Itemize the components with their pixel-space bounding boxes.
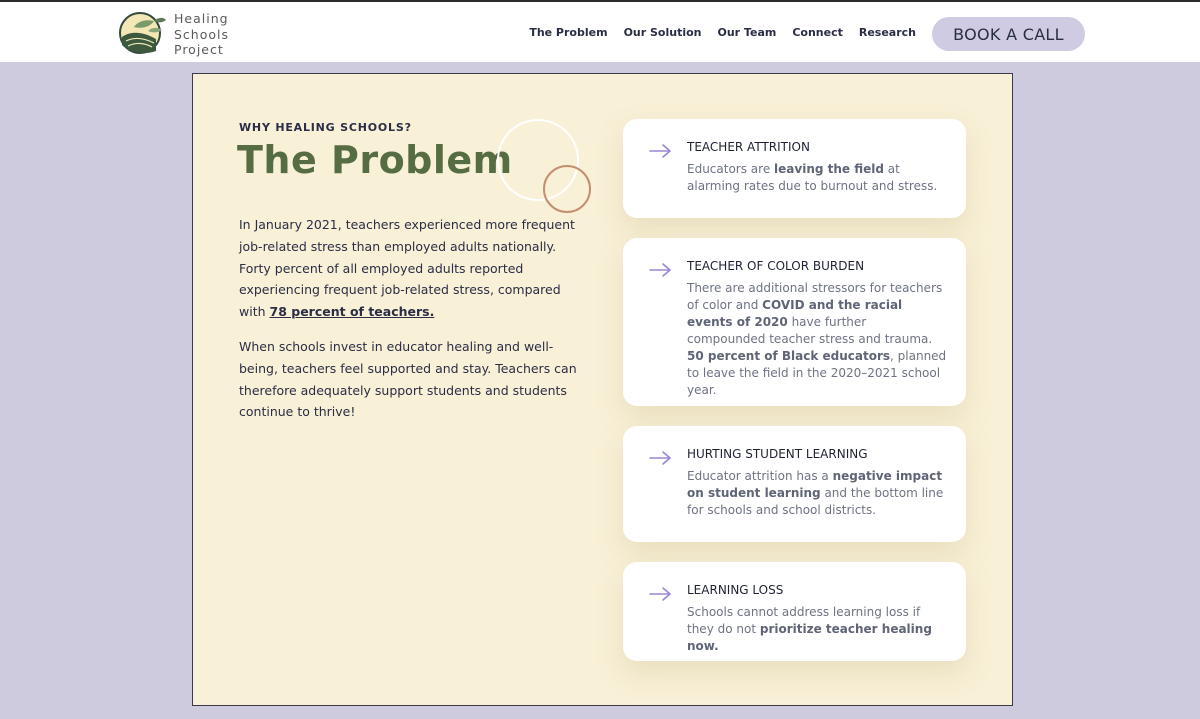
card-text-emphasis: negative impact on student learning xyxy=(687,469,943,500)
card-text-emphasis: 50 percent of Black educators xyxy=(687,349,891,363)
logo[interactable] xyxy=(118,11,248,57)
card-hurting-student-learning xyxy=(623,426,966,542)
card-text xyxy=(687,161,947,195)
card-text-segment: Educator attrition has a xyxy=(687,469,833,483)
card-text-emphasis: leaving the field xyxy=(774,162,884,176)
card-text xyxy=(687,468,947,519)
card-text-segment: There are additional stressors for teachers of color and xyxy=(687,281,943,312)
arrow-right-icon xyxy=(649,262,673,278)
logo-line: Schools xyxy=(174,26,230,42)
card-text-segment: have further compounded teacher stress and trauma. xyxy=(687,315,933,346)
card-learning-loss xyxy=(623,562,966,661)
nav-link-the-problem[interactable]: The Problem xyxy=(529,26,608,39)
card-text-segment: , planned to leave the field in the 2020–2021 school year. xyxy=(687,349,947,397)
card-text-emphasis: prioritize teacher healing now. xyxy=(687,622,932,653)
intro-paragraph xyxy=(239,214,579,323)
card-teacher-attrition xyxy=(623,119,966,218)
support-paragraph: When schools invest in educator healing and well-being, teachers feel supported and stay. Teachers can therefore adequately support students and students continue to thrive! xyxy=(239,339,577,420)
problem-section xyxy=(192,73,1013,706)
logo-line: Healing xyxy=(174,11,229,26)
decorative-ring-icon xyxy=(543,165,591,213)
book-a-call-button[interactable]: BOOK A CALL xyxy=(932,17,1085,51)
card-title: TEACHER OF COLOR BURDEN xyxy=(687,259,865,273)
healing-schools-logo-icon xyxy=(118,11,168,55)
main-nav xyxy=(529,26,916,39)
card-text-segment: Schools cannot address learning loss if they do not xyxy=(687,605,921,636)
card-text-segment: Educators are xyxy=(687,162,775,176)
arrow-right-icon xyxy=(649,450,673,466)
arrow-right-icon xyxy=(649,586,673,602)
card-text-segment: and the bottom line for schools and school districts. xyxy=(687,486,944,517)
card-title: LEARNING LOSS xyxy=(687,583,784,597)
card-text xyxy=(687,604,947,655)
site-header xyxy=(0,0,1200,62)
card-text xyxy=(687,280,947,399)
nav-link-connect[interactable]: Connect xyxy=(792,26,843,39)
arrow-right-icon xyxy=(649,143,673,159)
card-title: TEACHER ATTRITION xyxy=(687,140,810,154)
nav-link-our-team[interactable]: Our Team xyxy=(717,26,777,39)
logo-wordmark xyxy=(174,11,229,58)
card-text-emphasis: COVID and the racial events of 2020 xyxy=(687,298,903,329)
card-text-segment: at alarming rates due to burnout and stress. xyxy=(687,162,938,193)
teachers-statistic-link[interactable]: 78 percent of teachers. xyxy=(269,304,435,320)
nav-link-research[interactable]: Research xyxy=(858,26,916,39)
nav-link-our-solution[interactable]: Our Solution xyxy=(623,26,702,39)
card-title: HURTING STUDENT LEARNING xyxy=(687,447,868,461)
page-title: The Problem xyxy=(237,138,513,182)
card-teacher-of-color-burden xyxy=(623,238,966,406)
logo-line: Project xyxy=(174,42,224,57)
section-eyebrow: WHY HEALING SCHOOLS? xyxy=(239,121,412,134)
intro-text: In January 2021, teachers experienced more frequent job-related stress than employed adults nationally. Forty percent of all employed adults reported experiencing frequent job-related stress, compared with xyxy=(239,217,575,320)
